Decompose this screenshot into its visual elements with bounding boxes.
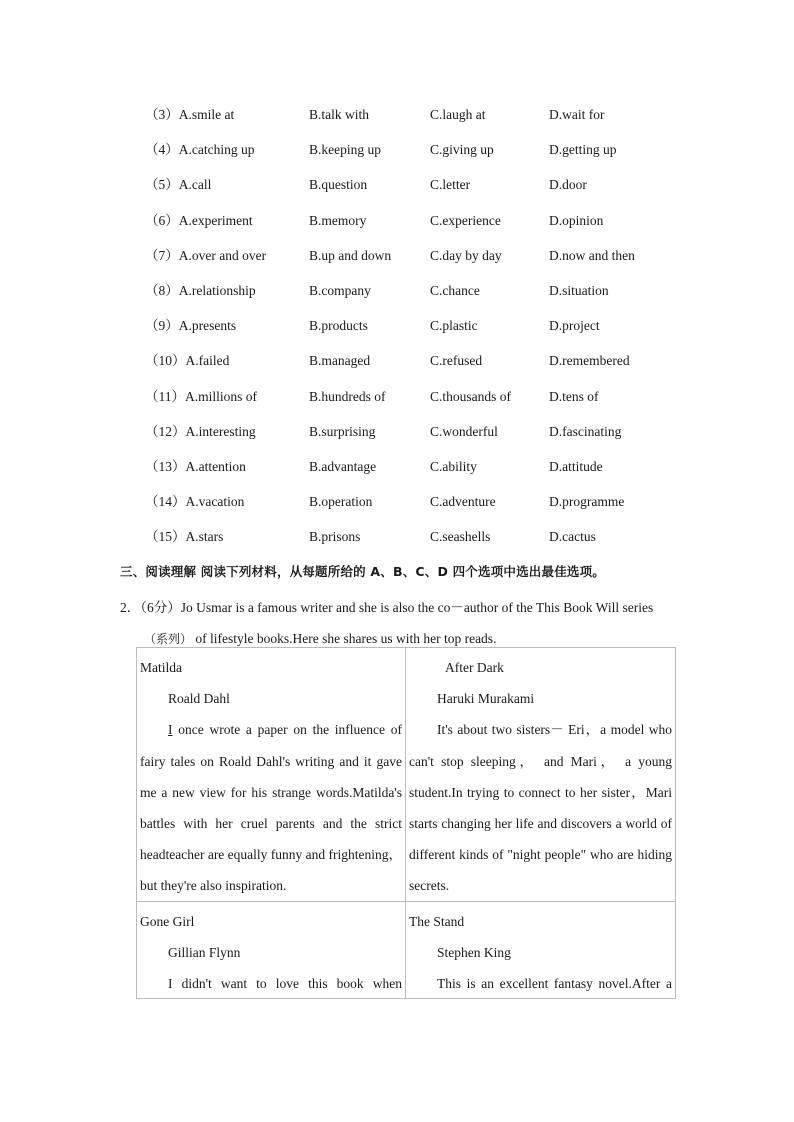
option-a: （6）A.experiment [145, 212, 253, 228]
option-row-3 [0, 100, 794, 135]
option-d: D.tens of [549, 388, 599, 404]
option-b: B.question [309, 177, 368, 193]
book-description: I didn't want to love this book when [168, 976, 402, 992]
option-a: （15）A.stars [145, 529, 224, 545]
option-a: （10）A.failed [145, 353, 230, 369]
option-b: B.surprising [309, 423, 376, 439]
option-c: C.wonderful [430, 423, 498, 439]
book-cell-matilda [137, 648, 406, 902]
option-b: B.managed [309, 353, 371, 369]
book-author: Haruki Murakami [437, 691, 535, 707]
book-description: It's about two sisters－ Eri，a model who can't stop sleeping， and Mari， a young student.In trying to connect to her sister，Mari starts changing her life and discovers a world of different kinds of "night people" who are hiding secrets. [409, 722, 672, 894]
option-b: B.advantage [309, 458, 377, 474]
option-a: （14）A.vacation [145, 494, 245, 510]
option-a: （12）A.interesting [145, 423, 256, 439]
option-d: D.now and then [549, 247, 635, 263]
question-intro [120, 592, 680, 655]
book-author: Stephen King [437, 945, 511, 961]
option-c: C.letter [430, 177, 471, 193]
book-author: Roald Dahl [168, 691, 230, 707]
option-b: B.products [309, 318, 368, 334]
option-c: C.refused [430, 353, 483, 369]
option-a: （9）A.presents [145, 318, 237, 334]
question-intro-line1: 2．（6分）Jo Usmar is a famous writer and she is also the co－author of the This Book Will series [120, 600, 654, 615]
option-a: （5）A.call [145, 177, 212, 193]
option-d: D.situation [549, 282, 609, 298]
option-a: （11）A.millions of [145, 388, 258, 404]
book-cell-the-stand [406, 902, 675, 998]
option-d: D.getting up [549, 142, 617, 158]
option-a: （8）A.relationship [145, 282, 256, 298]
option-c: C.adventure [430, 494, 496, 510]
book-author: Gillian Flynn [168, 945, 241, 961]
option-d: D.cactus [549, 529, 596, 545]
option-d: D.programme [549, 494, 625, 510]
answer-options-list [0, 100, 794, 557]
option-d: D.fascinating [549, 423, 622, 439]
option-row-13 [0, 452, 794, 487]
option-row-4 [0, 135, 794, 170]
option-d: D.attitude [549, 458, 603, 474]
option-c: C.plastic [430, 318, 478, 334]
book-description-body: once wrote a paper on the influence of fairy tales on Roald Dahl's writing and it gave me a new view for his strange words.Matilda's battles with her cruel parents and the strict headteacher are equally funny and frightening，but they're also inspiration. [140, 722, 403, 894]
book-title: The Stand [409, 914, 465, 929]
option-c: C.laugh at [430, 107, 486, 122]
question-intro-line2-text: of lifestyle books.Here she shares us with her top reads. [192, 631, 497, 646]
option-row-9 [0, 311, 794, 346]
option-c: C.ability [430, 458, 477, 474]
option-row-6 [0, 206, 794, 241]
book-description: This is an excellent fantasy novel.After a [437, 976, 672, 992]
option-a: （13）A.attention [145, 458, 246, 474]
option-row-15 [0, 522, 794, 557]
option-b: B.up and down [309, 247, 392, 263]
option-row-10 [0, 346, 794, 381]
book-cell-after-dark [406, 648, 675, 902]
option-row-5 [0, 170, 794, 205]
book-cell-gone-girl [137, 902, 406, 998]
option-c: C.giving up [430, 142, 494, 158]
option-b: B.keeping up [309, 142, 381, 158]
option-a: （4）A.catching up [145, 142, 255, 158]
option-row-11 [0, 382, 794, 417]
book-title: After Dark [445, 660, 504, 675]
option-row-7 [0, 241, 794, 276]
option-d: D.remembered [549, 353, 630, 369]
option-c: C.day by day [430, 247, 502, 263]
section-heading: 三、阅读理解 阅读下列材料，从每题所给的 A、B、C、D 四个选项中选出最佳选项。 [120, 564, 606, 579]
option-c: C.chance [430, 282, 480, 298]
book-title: Matilda [140, 660, 182, 675]
option-c: C.thousands of [430, 388, 511, 404]
option-d: D.wait for [549, 107, 605, 122]
option-c: C.seashells [430, 529, 491, 545]
option-d: D.door [549, 177, 587, 193]
option-b: B.talk with [309, 107, 369, 122]
option-row-12 [0, 417, 794, 452]
option-c: C.experience [430, 212, 501, 228]
option-b: B.operation [309, 494, 373, 510]
option-d: D.project [549, 318, 600, 334]
option-row-8 [0, 276, 794, 311]
series-note: （系列） [144, 632, 193, 646]
book-description [140, 714, 402, 901]
option-row-14 [0, 487, 794, 522]
book-description-first-letter: I [168, 722, 173, 738]
option-b: B.prisons [309, 529, 361, 545]
book-table [136, 647, 676, 999]
book-title: Gone Girl [140, 914, 195, 929]
option-d: D.opinion [549, 212, 604, 228]
option-b: B.memory [309, 212, 367, 228]
option-a: （3）A.smile at [145, 107, 235, 122]
option-a: （7）A.over and over [145, 247, 267, 263]
option-b: B.hundreds of [309, 388, 386, 404]
option-b: B.company [309, 282, 371, 298]
